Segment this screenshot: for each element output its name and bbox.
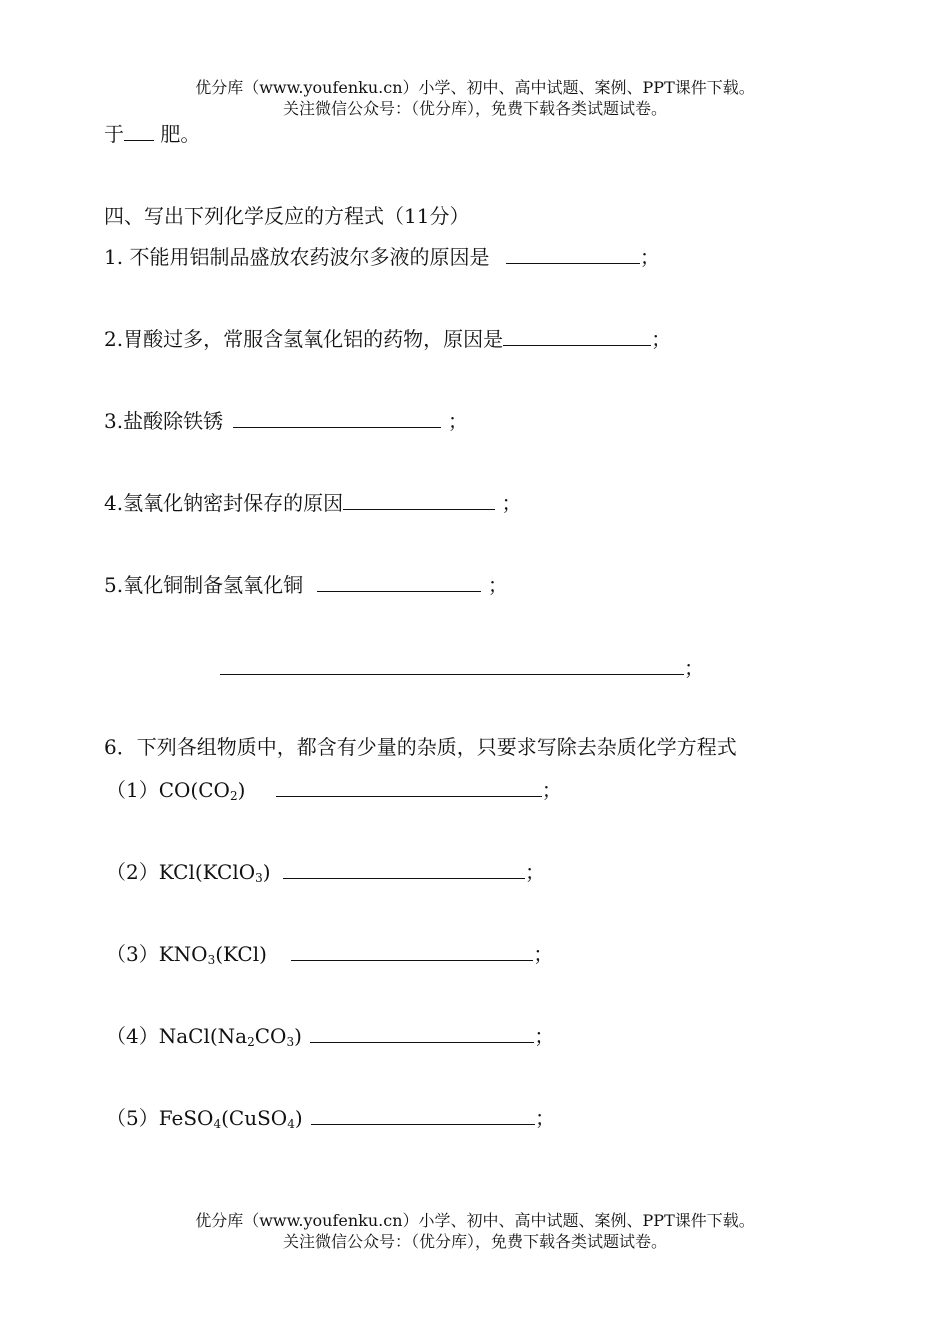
question-5-end-2: ； (684, 656, 704, 680)
continued-prefix: 于 (104, 122, 124, 146)
item-1-end: ； (541, 778, 562, 802)
continued-suffix: 肥。 (160, 122, 201, 146)
item-3-blank[interactable] (291, 940, 533, 961)
item-2-formula: KCl(KClO$_3$) (158, 860, 271, 885)
question-4-blank[interactable] (343, 489, 495, 510)
item-5-formula: FeSO$_4$(CuSO$_4$) (158, 1106, 303, 1131)
item-2-end: ； (524, 860, 545, 884)
question-3-text: 3.盐酸除铁锈 (104, 409, 224, 433)
page-header-line-1: 优分库（www.youfenku.cn）小学、初中、高中试题、案例、PPT课件下载。 (195, 78, 755, 97)
question-4-end: ； (501, 491, 522, 515)
question-5 (104, 571, 508, 598)
question-5-blank-2[interactable] (220, 654, 684, 675)
question-5-blank[interactable] (317, 571, 481, 592)
question-3 (104, 407, 468, 434)
item-4-end: ； (534, 1024, 555, 1048)
item-1-formula: $CO(CO_2)$ (158, 778, 246, 803)
question-5-line-2 (220, 654, 704, 681)
question-5-text: 5.氧化铜制备氢氧化铜 (104, 573, 304, 597)
question-1 (104, 243, 660, 270)
question-6-item-3 (106, 940, 553, 967)
question-2-text: 2.胃酸过多，常服含氢氧化铝的药物，原因是 (104, 327, 504, 351)
item-3-end: ； (533, 942, 554, 966)
item-4-label: （4） (106, 1024, 159, 1048)
question-2-end: ； (651, 327, 672, 351)
question-6-item-5 (106, 1104, 555, 1131)
question-1-blank[interactable] (506, 243, 640, 264)
item-1-label: （1） (106, 778, 159, 802)
question-4-text: 4.氢氧化钠密封保存的原因 (104, 491, 344, 515)
continued-line (104, 120, 200, 147)
item-3-label: （3） (106, 942, 159, 966)
question-2-blank[interactable] (503, 325, 651, 346)
question-5-end: ； (487, 573, 508, 597)
question-3-end: ； (447, 409, 468, 433)
page-footer-line-1: 优分库（www.youfenku.cn）小学、初中、高中试题、案例、PPT课件下载。 (195, 1211, 755, 1230)
item-5-label: （5） (106, 1106, 159, 1130)
question-1-end: ； (639, 245, 660, 269)
item-2-label: （2） (106, 860, 159, 884)
question-2 (104, 325, 671, 352)
item-4-formula: $NaCl(Na_2CO_3)$ (158, 1024, 302, 1049)
question-6-item-2 (106, 858, 545, 885)
item-5-blank[interactable] (311, 1104, 535, 1125)
question-4 (104, 489, 521, 516)
question-1-text: 1. 不能用铝制品盛放农药波尔多液的原因是 (104, 245, 490, 269)
item-1-blank[interactable] (276, 776, 542, 797)
item-4-blank[interactable] (310, 1022, 534, 1043)
item-2-blank[interactable] (283, 858, 525, 879)
page-header-line-2: 关注微信公众号：（优分库），免费下载各类试题试卷。 (282, 99, 667, 118)
question-6-text: 6．下列各组物质中，都含有少量的杂质，只要求写除去杂质化学方程式 (104, 735, 737, 759)
section-title: 四、写出下列化学反应的方程式（11分） (104, 204, 470, 228)
question-6-item-4 (106, 1022, 554, 1049)
question-6-item-1 (106, 776, 562, 803)
question-3-blank[interactable] (233, 407, 441, 428)
page-footer-line-2: 关注微信公众号：（优分库），免费下载各类试题试卷。 (282, 1232, 667, 1251)
answer-blank[interactable] (124, 120, 154, 141)
item-5-end: ； (535, 1106, 555, 1130)
item-3-formula: $KNO_3(KCl)$ (158, 942, 267, 967)
